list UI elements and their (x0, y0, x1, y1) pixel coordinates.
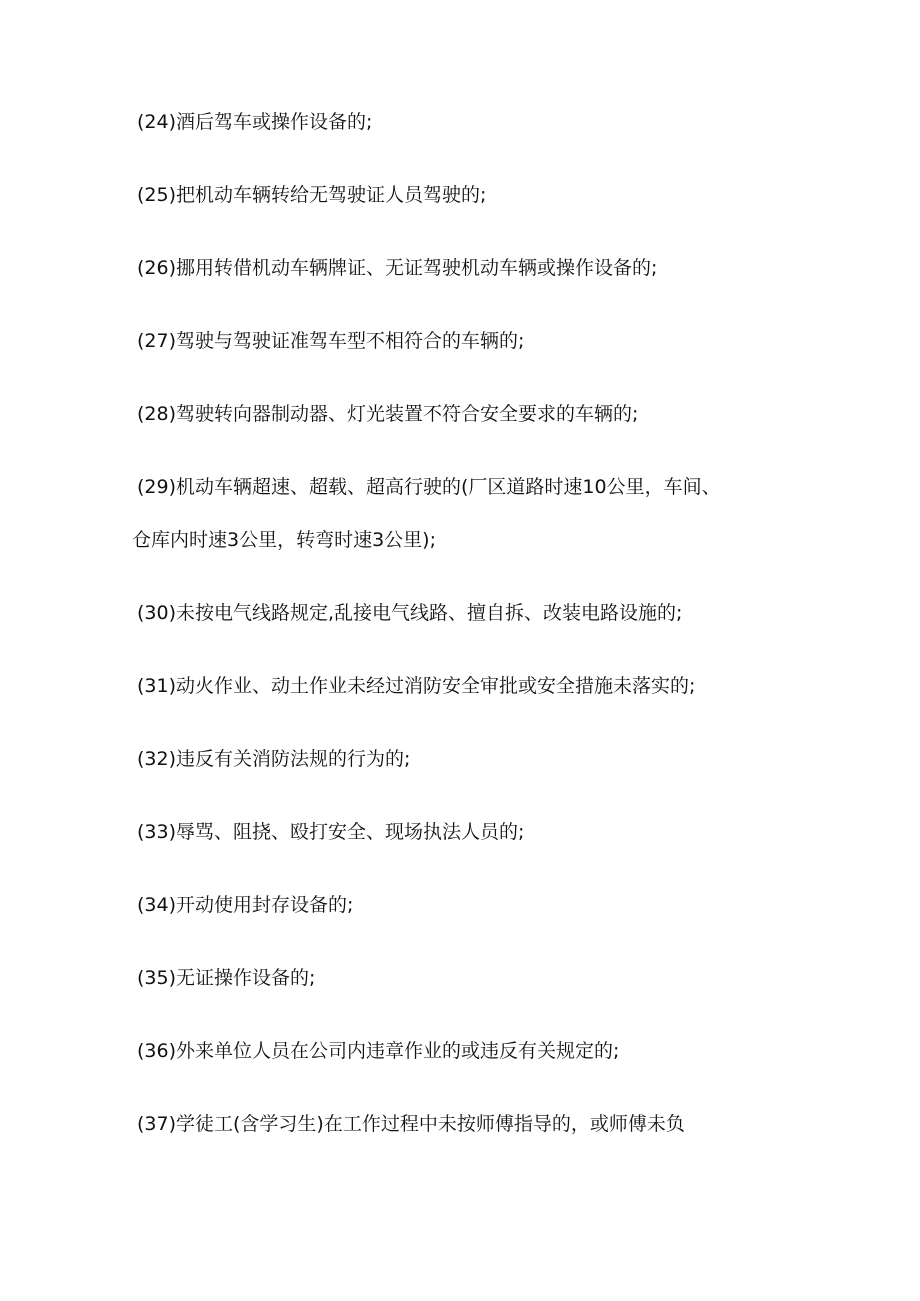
clause-29: (29)机动车辆超速、超载、超高行驶的(厂区道路时速10公里，车间、 (137, 476, 721, 498)
clause-35: (35)无证操作设备的; (137, 967, 316, 989)
clause-25: (25)把机动车辆转给无驾驶证人员驾驶的; (137, 184, 487, 206)
clause-26: (26)挪用转借机动车辆牌证、无证驾驶机动车辆或操作设备的; (137, 257, 658, 279)
clause-37: (37)学徒工(含学习生)在工作过程中未按师傅指导的，或师傅未负 (137, 1113, 685, 1135)
clause-30: (30)未按电气线路规定,乱接电气线路、擅自拆、改装电路设施的; (137, 602, 683, 624)
clause-29-continued: 仓库内时速3公里，转弯时速3公里); (132, 529, 436, 551)
clause-32: (32)违反有关消防法规的行为的; (137, 748, 411, 770)
clause-24: (24)酒后驾车或操作设备的; (137, 111, 373, 133)
clause-27: (27)驾驶与驾驶证准驾车型不相符合的车辆的; (137, 330, 525, 352)
clause-31: (31)动火作业、动土作业未经过消防安全审批或安全措施未落实的; (137, 675, 696, 697)
clause-34: (34)开动使用封存设备的; (137, 894, 354, 916)
clause-33: (33)辱骂、阻挠、殴打安全、现场执法人员的; (137, 821, 525, 843)
clause-28: (28)驾驶转向器制动器、灯光装置不符合安全要求的车辆的; (137, 403, 639, 425)
clause-36: (36)外来单位人员在公司内违章作业的或违反有关规定的; (137, 1040, 620, 1062)
